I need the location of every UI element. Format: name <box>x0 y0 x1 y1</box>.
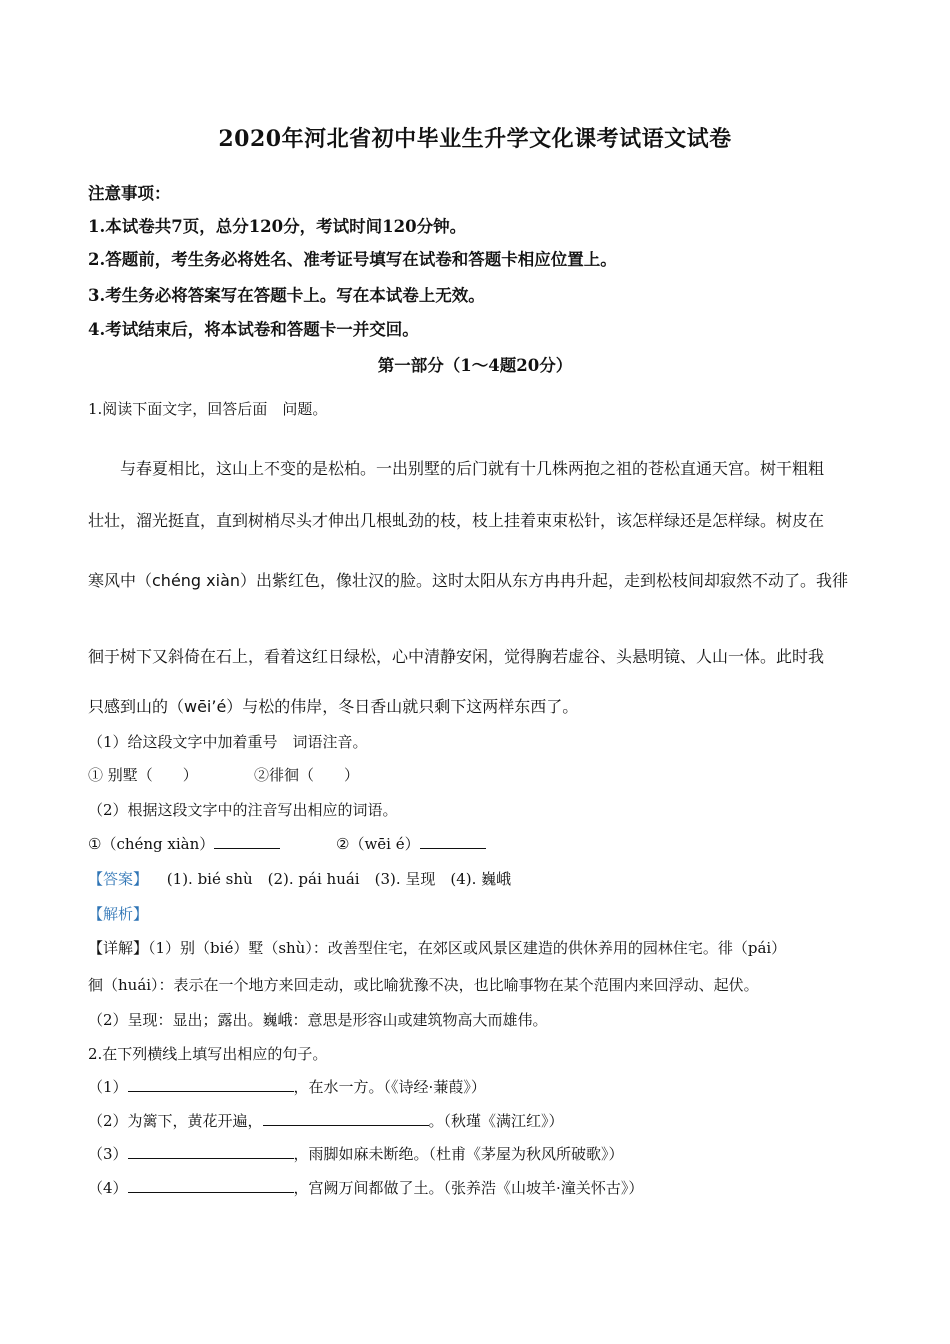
detail-line: （2）呈现：显出；露出。巍峨：意思是形容山或建筑物高大而雄伟。 <box>88 1011 548 1029</box>
answer-blank[interactable] <box>420 834 486 849</box>
pinyin-item: ① 别墅（ ） <box>88 766 198 784</box>
answer-blank[interactable] <box>128 1143 294 1159</box>
section-title: 第一部分（1～4题20分） <box>377 356 573 375</box>
passage-line: 只感到山的（wēi’é）与松的伟岸，冬日香山就只剩下这两样东西了。 <box>88 697 579 716</box>
fill-item: （1） ，在水一方。（《诗经·蒹葭》） <box>88 1078 486 1096</box>
question-stem: 1.阅读下面文字，回答后面 问题。 <box>88 400 328 418</box>
sub-question: （1）给这段文字中加着重号 词语注音。 <box>88 733 368 751</box>
answer-blank[interactable] <box>214 834 280 849</box>
pinyin-item: ②徘徊（ ） <box>254 766 360 784</box>
fill-item: （4） ，宫阙万间都做了土。（张养浩《山坡羊·潼关怀古》） <box>88 1179 644 1197</box>
answer-tag: 【答案】 <box>88 870 149 888</box>
answer-blank[interactable] <box>128 1177 294 1193</box>
answer-blank[interactable] <box>128 1076 294 1092</box>
detail-line: 【详解】（1）别（bié）墅（shù）：改善型住宅，在郊区或风景区建造的供休养用的园林住宅。徘（pái） <box>88 939 787 957</box>
page-title: 2020年河北省初中毕业生升学文化课考试语文试卷 <box>218 126 732 152</box>
fill-item: （3） ，雨脚如麻未断绝。（杜甫《茅屋为秋风所破歌》） <box>88 1145 624 1163</box>
passage-line: 壮壮，溜光挺直，直到树梢尽头才伸出几根虬劲的枝，枝上挂着束束松针，该怎样绿还是怎样绿。树皮在 <box>88 511 825 530</box>
notice-heading: 注意事项： <box>88 184 171 203</box>
detail-line: 徊（huái）：表示在一个地方来回走动，或比喻犹豫不决，也比喻事物在某个范围内来回浮动、起伏。 <box>88 976 759 994</box>
sub-question: （2）根据这段文字中的注音写出相应的词语。 <box>88 801 398 819</box>
fill-item: ①（chéng xiàn） <box>88 833 280 854</box>
notice-item: 1.本试卷共7页，总分120分，考试时间120分钟。 <box>88 217 467 236</box>
answer-line <box>88 868 511 889</box>
passage-line: 徊于树下又斜倚在石上，看着这红日绿松，心中清静安闲，觉得胸若虚谷、头悬明镜、人山一体。此时我 <box>88 647 825 666</box>
passage-line: 寒风中（chéng xiàn）出紫红色，像壮汉的脸。这时太阳从东方冉冉升起，走到松枝间却寂然不动了。我徘 <box>88 571 849 590</box>
fill-item: ②（wēi é） <box>336 833 486 854</box>
notice-item: 3.考生务必将答案写在答题卡上。写在本试卷上无效。 <box>88 286 485 305</box>
question-stem: 2.在下列横线上填写出相应的句子。 <box>88 1045 328 1063</box>
fill-item: （2）为篱下，黄花开遍， 。（秋瑾《满江红》） <box>88 1112 564 1130</box>
answer-blank[interactable] <box>263 1110 429 1126</box>
analysis-tag: 【解析】 <box>88 905 149 923</box>
notice-item: 4.考试结束后，将本试卷和答题卡一并交回。 <box>88 320 419 339</box>
passage-line: 与春夏相比，这山上不变的是松柏。一出别墅的后门就有十几株两抱之祖的苍松直通天宫。树干粗粗 <box>120 459 825 478</box>
notice-item: 2.答题前，考生务必将姓名、准考证号填写在试卷和答题卡相应位置上。 <box>88 250 617 269</box>
answer-text: (1). bié shù (2). pái huái (3). 呈现 (4). 巍峨 <box>166 870 512 888</box>
